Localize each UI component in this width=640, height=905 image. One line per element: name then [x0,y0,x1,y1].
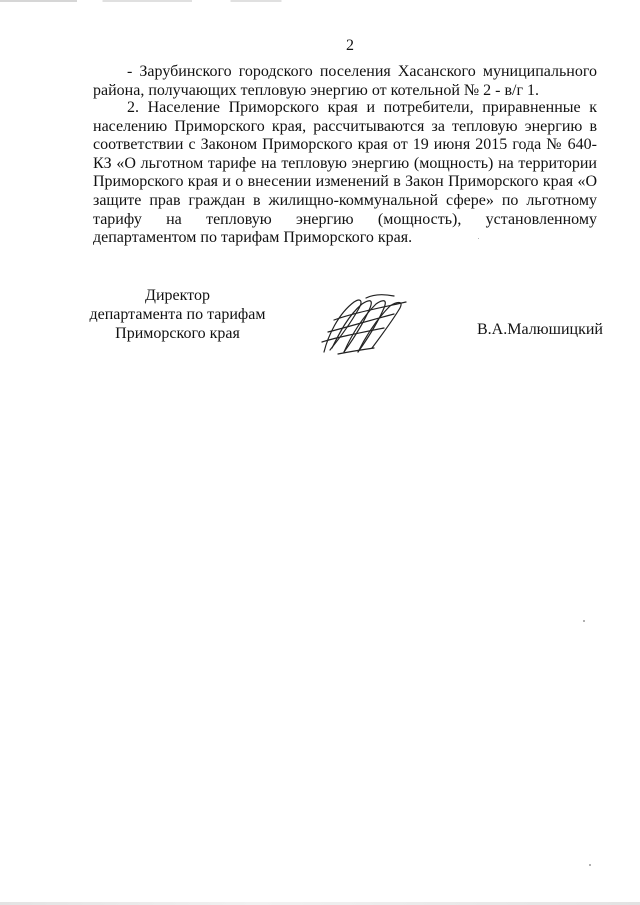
paragraph-2 [93,99,597,248]
paragraph-2-text: 2. Население Приморского края и потребители, приравненные к населению Приморского края, рассчитываются за тепловую энергию в соответствии с Законом Приморского края от 19 июня 2015 года № 640-КЗ «О льготном тарифе на тепловую энергию (мощность) на территории Приморского края и о внесении изменений в Закон Приморского края «О защите прав граждан в жилищно-коммунальной сфере» по льготному тарифу на тепловую энергию (мощность), установленному департаментом по тарифам Приморского края. [93,99,597,247]
signatory-title [80,286,275,343]
scan-edge-top [0,0,640,2]
signatory-name: В.А.Малюшицкий [477,321,603,338]
scan-speck [583,620,585,622]
paragraph-1 [93,63,597,100]
scan-speck [589,864,591,866]
paragraph-1-text: - Зарубинского городского поселения Хасанского муниципального района, получающих тепловую энергию от котельной № 2 - в/г 1. [93,63,597,99]
scan-speck [478,238,479,239]
page-number: 2 [346,37,354,54]
handwritten-signature [314,292,410,358]
signatory-title-line-2: департамента по тарифам [89,306,266,323]
signatory-title-line-1: Директор [145,287,210,304]
signatory-title-line-3: Приморского края [115,325,240,342]
